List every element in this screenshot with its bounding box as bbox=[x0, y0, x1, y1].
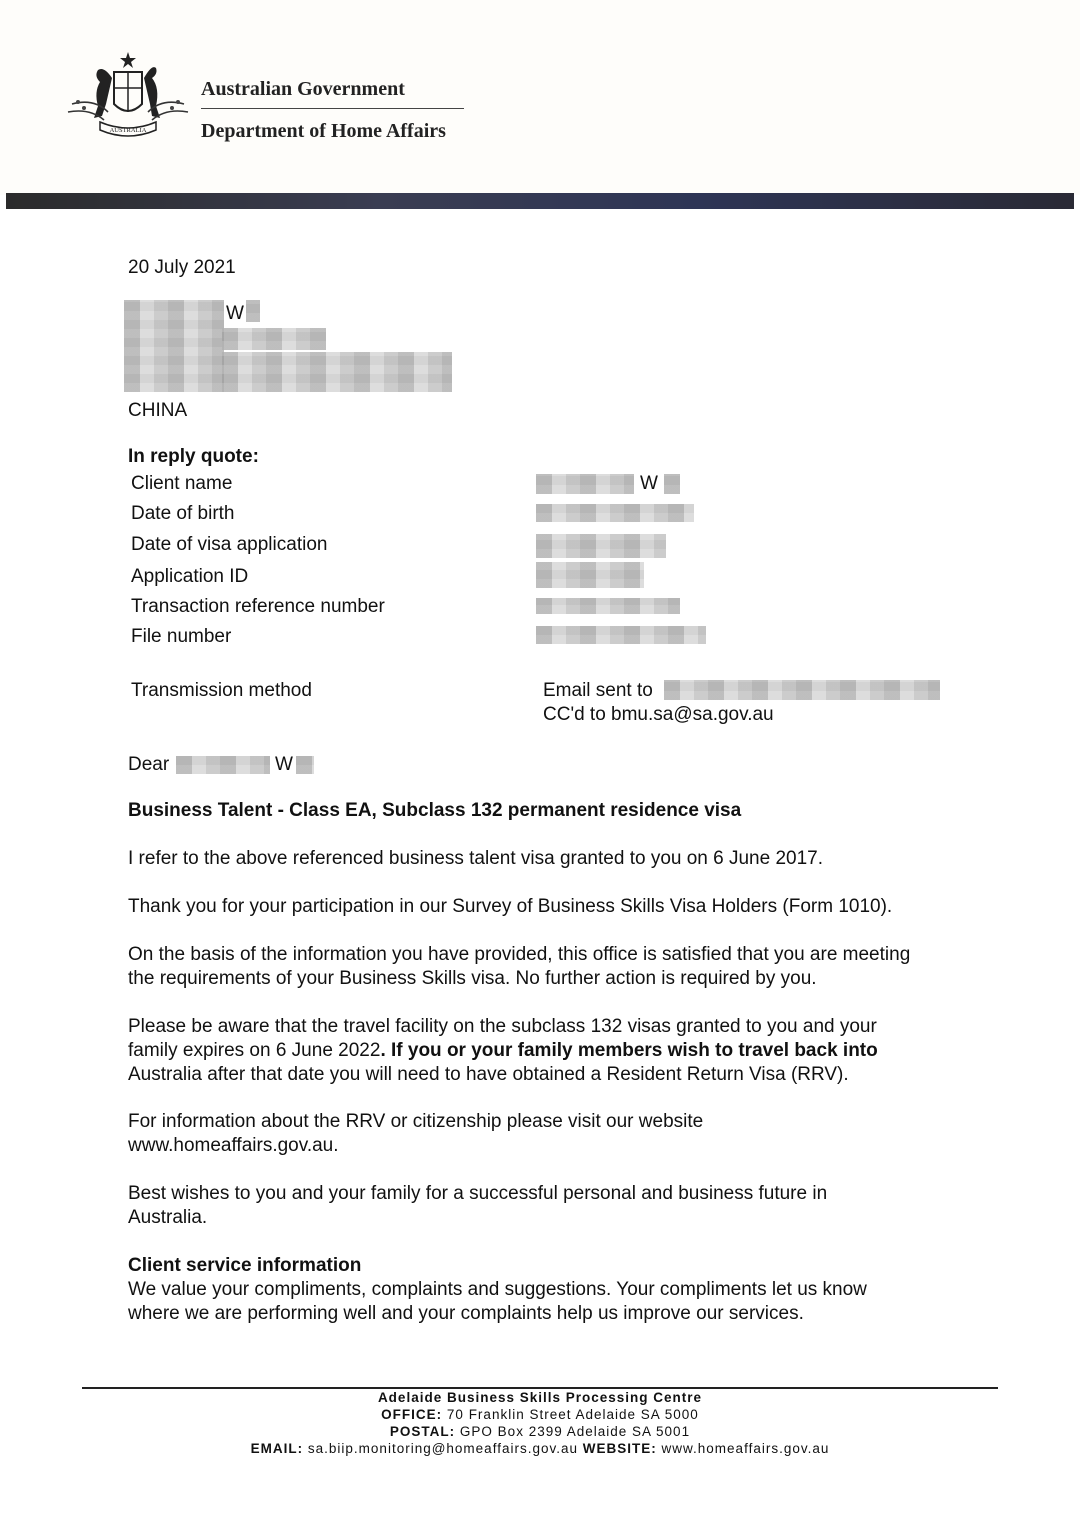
letter-date: 20 July 2021 bbox=[128, 257, 236, 278]
header-band bbox=[6, 193, 1074, 209]
expiry-text: family expires on 6 June 2022 bbox=[128, 1040, 381, 1061]
client-service-heading: Client service information bbox=[128, 1255, 362, 1276]
salutation: Dear bbox=[128, 754, 170, 775]
footer-postal bbox=[82, 1423, 998, 1440]
paragraph-line: the requirements of your Business Skills visa. No further action is required by you. bbox=[128, 968, 817, 989]
redacted-value bbox=[536, 504, 694, 522]
postal-label: POSTAL: bbox=[389, 1424, 456, 1439]
client-name-fragment: W bbox=[640, 473, 658, 494]
address-country: CHINA bbox=[128, 400, 188, 421]
reply-quote-heading: In reply quote: bbox=[128, 446, 259, 467]
transmission-label: Transmission method bbox=[131, 680, 312, 701]
website-label: WEBSITE: bbox=[582, 1441, 657, 1456]
expiry-continuation: . If you or your family members wish to travel back into bbox=[380, 1040, 878, 1061]
redacted-value bbox=[536, 598, 680, 614]
quote-label: Application ID bbox=[131, 566, 249, 587]
redacted-value bbox=[536, 534, 666, 558]
footer-email: sa.biip.monitoring@homeaffairs.gov.au bbox=[307, 1441, 578, 1456]
quote-label: Date of visa application bbox=[131, 534, 328, 555]
footer-website: www.homeaffairs.gov.au bbox=[661, 1441, 830, 1456]
footer-contact bbox=[82, 1440, 998, 1457]
paragraph: Thank you for your participation in our Survey of Business Skills Visa Holders (Form 1010). bbox=[128, 896, 893, 917]
government-name: Australian Government bbox=[201, 78, 405, 100]
quote-label: File number bbox=[131, 626, 232, 647]
website-text: www.homeaffairs.gov.au. bbox=[128, 1135, 339, 1156]
address-fragment: W bbox=[226, 303, 244, 324]
cc-line: CC'd to bmu.sa@sa.gov.au bbox=[543, 704, 774, 725]
department-name: Department of Home Affairs bbox=[201, 120, 446, 142]
office-label: OFFICE: bbox=[381, 1407, 443, 1422]
redacted-email bbox=[664, 680, 940, 700]
footer-office bbox=[82, 1406, 998, 1423]
quote-label: Client name bbox=[131, 473, 233, 494]
paragraph-line: On the basis of the information you have provided, this office is satisfied that you are meeting bbox=[128, 944, 911, 965]
paragraph-line: Australia. bbox=[128, 1207, 208, 1228]
redacted-name bbox=[296, 756, 314, 774]
header-divider bbox=[201, 108, 464, 109]
paragraph-line: We value your compliments, complaints and suggestions. Your compliments let us know bbox=[128, 1279, 867, 1300]
quote-label: Date of birth bbox=[131, 503, 235, 524]
redacted-value bbox=[536, 474, 634, 494]
redacted-address-name bbox=[246, 300, 260, 322]
office-address: 70 Franklin Street Adelaide SA 5000 bbox=[446, 1407, 699, 1422]
quote-label: Transaction reference number bbox=[131, 596, 385, 617]
paragraph-line: where we are performing well and your complaints help us improve our services. bbox=[128, 1303, 804, 1324]
redacted-value bbox=[536, 562, 644, 588]
subject-line: Business Talent - Class EA, Subclass 132 permanent residence visa bbox=[128, 800, 742, 821]
crest-scroll-text: AUSTRALIA bbox=[109, 127, 147, 134]
paragraph-line: Please be aware that the travel facility on the subclass 132 visas granted to you and your bbox=[128, 1016, 877, 1037]
paragraph-line bbox=[128, 1039, 878, 1063]
redacted-address-line bbox=[222, 328, 326, 350]
email-label: EMAIL: bbox=[250, 1441, 304, 1456]
email-sent-to: Email sent to bbox=[543, 680, 653, 701]
coat-of-arms-icon bbox=[64, 48, 192, 148]
redacted-name bbox=[176, 756, 270, 774]
redacted-address bbox=[124, 300, 224, 392]
redacted-address-line bbox=[222, 352, 452, 392]
paragraph-line: Best wishes to you and your family for a successful personal and business future in bbox=[128, 1183, 828, 1204]
paragraph: I refer to the above referenced business talent visa granted to you on 6 June 2017. bbox=[128, 848, 824, 869]
redacted-value bbox=[664, 474, 680, 494]
postal-address: GPO Box 2399 Adelaide SA 5001 bbox=[459, 1424, 691, 1439]
paragraph-line: For information about the RRV or citizenship please visit our website bbox=[128, 1111, 704, 1132]
salutation-fragment: W bbox=[275, 754, 293, 775]
paragraph-line: Australia after that date you will need to have obtained a Resident Return Visa (RRV). bbox=[128, 1064, 849, 1085]
footer-centre-name: Adelaide Business Skills Processing Centre bbox=[377, 1390, 703, 1405]
redacted-value bbox=[536, 626, 706, 644]
